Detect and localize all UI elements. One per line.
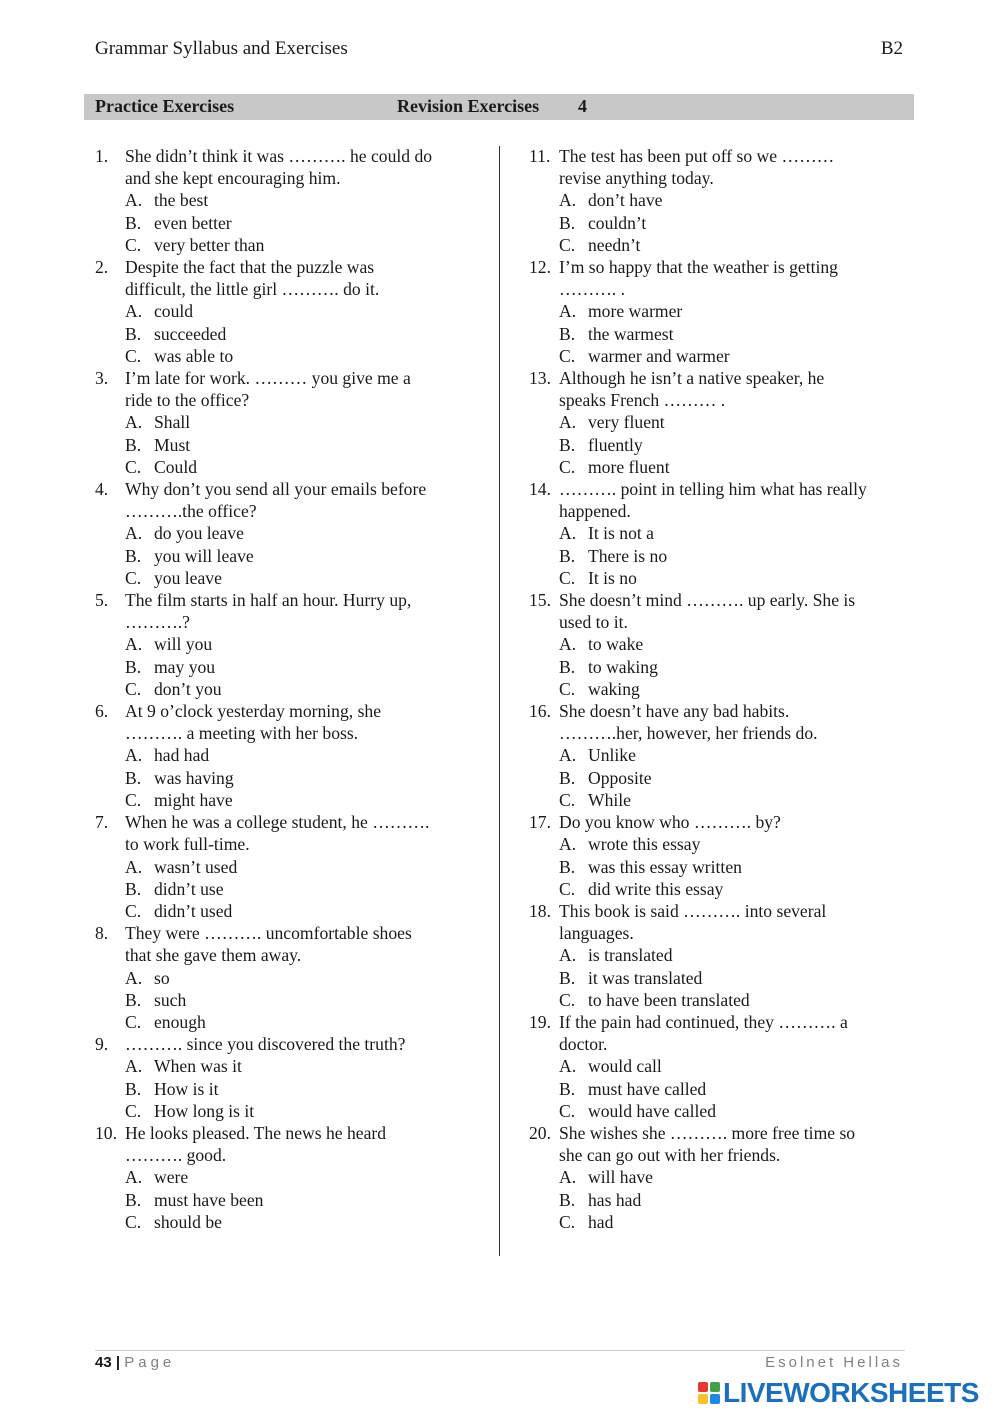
question-item	[95, 811, 475, 922]
answer-option[interactable]	[559, 323, 909, 345]
question-text: When he was a college student, he ……….	[125, 812, 430, 833]
answer-option[interactable]	[559, 212, 909, 234]
answer-option[interactable]	[559, 656, 909, 678]
option-letter: A.	[125, 301, 143, 322]
option-letter: A.	[559, 412, 577, 433]
question-text: The film starts in half an hour. Hurry up,	[125, 590, 412, 611]
option-text: you will leave	[154, 545, 254, 566]
option-letter: A.	[125, 634, 143, 655]
question-text: ………. a meeting with her boss.	[125, 723, 359, 744]
question-item	[529, 589, 909, 700]
option-text: has had	[588, 1189, 642, 1210]
option-text: was having	[154, 767, 234, 788]
question-text: ride to the office?	[125, 390, 250, 411]
option-text: enough	[154, 1011, 206, 1032]
answer-option[interactable]	[559, 545, 909, 567]
option-text: is translated	[588, 945, 673, 966]
question-text: I’m so happy that the weather is getting	[559, 257, 838, 278]
question-item	[95, 256, 475, 367]
question-item	[95, 145, 475, 256]
question-number: 17.	[529, 812, 551, 833]
answer-option[interactable]	[559, 434, 909, 456]
answer-option[interactable]	[125, 1211, 475, 1233]
option-text: more warmer	[588, 301, 683, 322]
answer-option[interactable]	[559, 789, 909, 811]
option-letter: C.	[559, 989, 576, 1010]
answer-option[interactable]	[125, 1078, 475, 1100]
option-text: the best	[154, 190, 209, 211]
option-letter: B.	[125, 545, 142, 566]
option-letter: C.	[125, 1011, 142, 1032]
question-text: He looks pleased. The news he heard	[125, 1122, 387, 1143]
question-text: ……….the office?	[125, 501, 257, 522]
option-letter: B.	[559, 767, 576, 788]
answer-option[interactable]	[125, 789, 475, 811]
answer-option[interactable]	[559, 767, 909, 789]
question-text: doctor.	[559, 1034, 608, 1055]
answer-option[interactable]	[559, 1055, 909, 1077]
question-text: They were ………. uncomfortable shoes	[125, 923, 412, 944]
page-header-level: B2	[880, 38, 903, 59]
question-item	[529, 256, 909, 367]
option-letter: A.	[125, 745, 143, 766]
answer-option[interactable]	[125, 900, 475, 922]
answer-option[interactable]	[125, 1055, 475, 1077]
question-text: happened.	[559, 501, 631, 522]
answer-option[interactable]	[125, 678, 475, 700]
answer-option[interactable]	[559, 522, 909, 544]
question-number: 12.	[529, 257, 551, 278]
answer-option[interactable]	[559, 967, 909, 989]
option-text: must have been	[154, 1189, 264, 1210]
option-letter: B.	[559, 656, 576, 677]
option-text: had	[588, 1211, 614, 1232]
option-letter: B.	[125, 656, 142, 677]
option-text: don’t you	[154, 678, 222, 699]
question-text: speaks French ……… .	[559, 390, 726, 411]
option-letter: A.	[559, 1167, 577, 1188]
option-letter: B.	[125, 323, 142, 344]
question-item	[95, 478, 475, 589]
question-item	[95, 367, 475, 478]
answer-option[interactable]	[559, 189, 909, 211]
answer-option[interactable]	[125, 656, 475, 678]
answer-option[interactable]	[125, 744, 475, 766]
question-number: 15.	[529, 590, 551, 611]
option-text: succeeded	[154, 323, 227, 344]
column-divider	[499, 146, 500, 1256]
answer-option[interactable]	[125, 212, 475, 234]
option-letter: B.	[559, 323, 576, 344]
question-text: ………. point in telling him what has really	[559, 479, 867, 500]
question-text: The test has been put off so we ………	[559, 146, 835, 166]
option-text: Could	[154, 456, 198, 477]
band-number: 4	[578, 96, 587, 116]
option-text: Must	[154, 434, 191, 455]
question-item	[529, 700, 909, 811]
option-letter: B.	[125, 989, 142, 1010]
question-item	[529, 811, 909, 900]
option-text: While	[588, 789, 631, 810]
logo-tile	[710, 1394, 720, 1404]
question-item	[95, 589, 475, 700]
logo-tile	[698, 1382, 708, 1392]
question-text: At 9 o’clock yesterday morning, she	[125, 701, 382, 722]
liveworksheets-text: LIVEWORKSHEETS	[723, 1377, 979, 1408]
answer-option[interactable]	[559, 633, 909, 655]
question-number: 20.	[529, 1122, 551, 1143]
option-text: It is no	[588, 567, 637, 588]
answer-option[interactable]	[559, 1100, 909, 1122]
question-item	[95, 922, 475, 1033]
option-letter: A.	[125, 856, 143, 877]
option-text: How long is it	[154, 1100, 255, 1121]
option-text: to have been translated	[588, 989, 750, 1010]
answer-option[interactable]	[559, 678, 909, 700]
option-letter: C.	[559, 234, 576, 255]
footer-page-number	[95, 1354, 175, 1371]
answer-option[interactable]	[125, 878, 475, 900]
question-text: She doesn’t have any bad habits.	[559, 701, 790, 722]
option-text: will you	[154, 634, 213, 655]
question-number: 18.	[529, 900, 551, 921]
question-text: Although he isn’t a native speaker, he	[559, 368, 825, 389]
answer-option[interactable]	[125, 411, 475, 433]
option-letter: A.	[125, 412, 143, 433]
option-letter: A.	[125, 967, 143, 988]
option-text: don’t have	[588, 190, 663, 211]
option-letter: A.	[559, 1056, 577, 1077]
question-text: and she kept encouraging him.	[125, 168, 341, 189]
option-letter: A.	[125, 190, 143, 211]
option-letter: A.	[559, 945, 577, 966]
page-header-title: Grammar Syllabus and Exercises	[95, 38, 348, 59]
option-text: the warmest	[588, 323, 674, 344]
option-text: must have called	[588, 1078, 707, 1099]
question-text: that she gave them away.	[125, 945, 302, 966]
option-text: was able to	[154, 345, 234, 366]
question-text: languages.	[559, 923, 634, 944]
answer-option[interactable]	[125, 545, 475, 567]
answer-option[interactable]	[125, 323, 475, 345]
question-text: She doesn’t mind ………. up early. She is	[559, 590, 856, 611]
question-item	[529, 367, 909, 478]
question-text: She wishes she ………. more free time so	[559, 1122, 856, 1143]
liveworksheets-logo-icon	[698, 1382, 720, 1404]
section-band	[84, 94, 914, 120]
answer-option[interactable]	[125, 434, 475, 456]
option-letter: A.	[125, 523, 143, 544]
option-letter: C.	[559, 789, 576, 810]
answer-option[interactable]	[125, 1011, 475, 1033]
option-letter: C.	[559, 567, 576, 588]
option-text: to wake	[588, 634, 644, 655]
questions-right-column	[529, 145, 909, 1233]
answer-option[interactable]	[125, 1166, 475, 1188]
option-letter: C.	[559, 456, 576, 477]
option-text: may you	[154, 656, 216, 677]
option-text: very fluent	[588, 412, 665, 433]
option-text: could	[154, 301, 194, 322]
option-letter: A.	[559, 190, 577, 211]
liveworksheets-watermark	[698, 1378, 979, 1408]
footer-brand: Esolnet Hellas	[765, 1354, 903, 1371]
option-text: should be	[154, 1211, 222, 1232]
answer-option[interactable]	[125, 856, 475, 878]
option-letter: C.	[125, 567, 142, 588]
option-letter: B.	[559, 212, 576, 233]
question-number: 10.	[95, 1122, 117, 1143]
option-text: needn’t	[588, 234, 641, 255]
question-number: 11.	[529, 146, 551, 166]
option-text: couldn’t	[588, 212, 647, 233]
question-text: This book is said ………. into several	[559, 900, 827, 921]
option-text: waking	[588, 678, 640, 699]
option-letter: B.	[125, 1078, 142, 1099]
answer-option[interactable]	[125, 1189, 475, 1211]
question-text: ………. good.	[125, 1145, 227, 1166]
option-text: will have	[588, 1167, 653, 1188]
question-number: 1.	[95, 146, 109, 166]
option-letter: B.	[125, 1189, 142, 1210]
option-text: There is no	[588, 545, 668, 566]
option-letter: A.	[559, 745, 577, 766]
option-text: were	[154, 1167, 189, 1188]
answer-option[interactable]	[559, 300, 909, 322]
option-letter: A.	[125, 1056, 143, 1077]
question-number: 19.	[529, 1011, 551, 1032]
option-text: warmer and warmer	[588, 345, 730, 366]
band-practice-label: Practice Exercises	[95, 96, 235, 116]
option-letter: B.	[559, 434, 576, 455]
option-text: Opposite	[588, 767, 652, 788]
answer-option[interactable]	[559, 567, 909, 589]
question-number: 3.	[95, 368, 109, 389]
option-text: did write this essay	[588, 878, 724, 899]
option-text: such	[154, 989, 187, 1010]
question-text: Despite the fact that the puzzle was	[125, 257, 375, 278]
question-text: ……….her, however, her friends do.	[559, 723, 818, 744]
question-item	[529, 1011, 909, 1122]
answer-option[interactable]	[125, 345, 475, 367]
question-text: Do you know who ………. by?	[559, 812, 781, 833]
option-letter: B.	[559, 967, 576, 988]
question-text: Why don’t you send all your emails before	[125, 479, 427, 500]
question-item	[95, 1033, 475, 1122]
answer-option[interactable]	[125, 300, 475, 322]
option-text: didn’t used	[154, 900, 233, 921]
question-text: ……….?	[125, 612, 190, 633]
option-letter: C.	[125, 234, 142, 255]
option-text: didn’t use	[154, 878, 224, 899]
answer-option[interactable]	[125, 767, 475, 789]
question-text: ………. .	[559, 279, 625, 300]
question-number: 13.	[529, 368, 551, 389]
question-text: she can go out with her friends.	[559, 1145, 781, 1166]
option-letter: B.	[125, 434, 142, 455]
answer-option[interactable]	[559, 1166, 909, 1188]
option-letter: B.	[125, 878, 142, 899]
option-text: Unlike	[588, 745, 636, 766]
question-item	[529, 900, 909, 1011]
answer-option[interactable]	[125, 633, 475, 655]
option-letter: C.	[125, 345, 142, 366]
page-separator: |	[115, 1354, 121, 1371]
option-text: even better	[154, 212, 232, 233]
option-text: How is it	[154, 1078, 219, 1099]
option-letter: C.	[559, 345, 576, 366]
option-letter: B.	[559, 1078, 576, 1099]
answer-option[interactable]	[125, 567, 475, 589]
answer-option[interactable]	[125, 456, 475, 478]
option-letter: C.	[125, 789, 142, 810]
answer-option[interactable]	[559, 878, 909, 900]
option-text: you leave	[154, 567, 222, 588]
answer-option[interactable]	[125, 989, 475, 1011]
question-number: 2.	[95, 257, 109, 278]
question-text: difficult, the little girl ………. do it.	[125, 279, 380, 300]
option-text: would have called	[588, 1100, 716, 1121]
question-item	[95, 700, 475, 811]
question-item	[529, 478, 909, 589]
option-letter: C.	[559, 1100, 576, 1121]
option-text: it was translated	[588, 967, 703, 988]
option-text: wrote this essay	[588, 834, 701, 855]
option-text: might have	[154, 789, 233, 810]
footer-rule	[95, 1350, 905, 1351]
question-number: 8.	[95, 923, 109, 944]
option-letter: A.	[559, 523, 577, 544]
answer-option[interactable]	[559, 1078, 909, 1100]
question-text: If the pain had continued, they ………. a	[559, 1011, 848, 1032]
option-letter: B.	[559, 856, 576, 877]
question-text: revise anything today.	[559, 168, 714, 189]
answer-option[interactable]	[559, 833, 909, 855]
question-number: 5.	[95, 590, 109, 611]
answer-option[interactable]	[125, 522, 475, 544]
question-text: used to it.	[559, 612, 628, 633]
page-number: 43	[95, 1354, 112, 1371]
option-letter: B.	[125, 212, 142, 233]
answer-option[interactable]	[559, 989, 909, 1011]
option-letter: B.	[125, 767, 142, 788]
option-text: Shall	[154, 412, 191, 433]
question-number: 9.	[95, 1034, 109, 1055]
option-text: more fluent	[588, 456, 670, 477]
option-letter: A.	[559, 634, 577, 655]
answer-option[interactable]	[559, 1189, 909, 1211]
answer-option[interactable]	[559, 345, 909, 367]
question-text: to work full-time.	[125, 834, 250, 855]
question-item	[529, 1122, 909, 1233]
option-letter: C.	[125, 900, 142, 921]
option-text: would call	[588, 1056, 662, 1077]
answer-option[interactable]	[125, 1100, 475, 1122]
band-revision-label: Revision Exercises	[397, 96, 540, 116]
option-letter: C.	[125, 456, 142, 477]
answer-option[interactable]	[125, 189, 475, 211]
option-text: very better than	[154, 234, 265, 255]
question-number: 7.	[95, 812, 109, 833]
question-number: 4.	[95, 479, 109, 500]
answer-option[interactable]	[125, 234, 475, 256]
answer-option[interactable]	[559, 944, 909, 966]
option-text: to waking	[588, 656, 658, 677]
option-letter: A.	[125, 1167, 143, 1188]
answer-option[interactable]	[559, 456, 909, 478]
option-text: so	[154, 967, 170, 988]
question-number: 14.	[529, 479, 551, 500]
option-letter: B.	[559, 545, 576, 566]
option-letter: C.	[125, 678, 142, 699]
option-letter: A.	[559, 834, 577, 855]
option-text: had had	[154, 745, 210, 766]
question-text: ………. since you discovered the truth?	[125, 1034, 406, 1055]
answer-option[interactable]	[559, 744, 909, 766]
question-item	[529, 145, 909, 256]
option-text: do you leave	[154, 523, 244, 544]
option-letter: C.	[559, 678, 576, 699]
option-letter: C.	[125, 1100, 142, 1121]
option-text: It is not a	[588, 523, 654, 544]
answer-option[interactable]	[125, 967, 475, 989]
option-letter: B.	[559, 1189, 576, 1210]
option-letter: A.	[559, 301, 577, 322]
answer-option[interactable]	[559, 1211, 909, 1233]
questions-left-column	[95, 145, 475, 1233]
option-text: fluently	[588, 434, 643, 455]
answer-option[interactable]	[559, 856, 909, 878]
logo-tile	[698, 1394, 708, 1404]
logo-tile	[710, 1382, 720, 1392]
option-text: was this essay written	[588, 856, 742, 877]
option-letter: C.	[559, 1211, 576, 1232]
question-item	[95, 1122, 475, 1233]
question-number: 6.	[95, 701, 109, 722]
question-number: 16.	[529, 701, 551, 722]
page-label: Page	[124, 1354, 176, 1371]
question-text: She didn’t think it was ………. he could do	[125, 146, 433, 166]
answer-option[interactable]	[559, 234, 909, 256]
question-text: I’m late for work. ……… you give me a	[125, 368, 411, 389]
option-letter: C.	[559, 878, 576, 899]
option-text: wasn’t used	[154, 856, 238, 877]
answer-option[interactable]	[559, 411, 909, 433]
option-text: When was it	[154, 1056, 242, 1077]
option-letter: C.	[125, 1211, 142, 1232]
